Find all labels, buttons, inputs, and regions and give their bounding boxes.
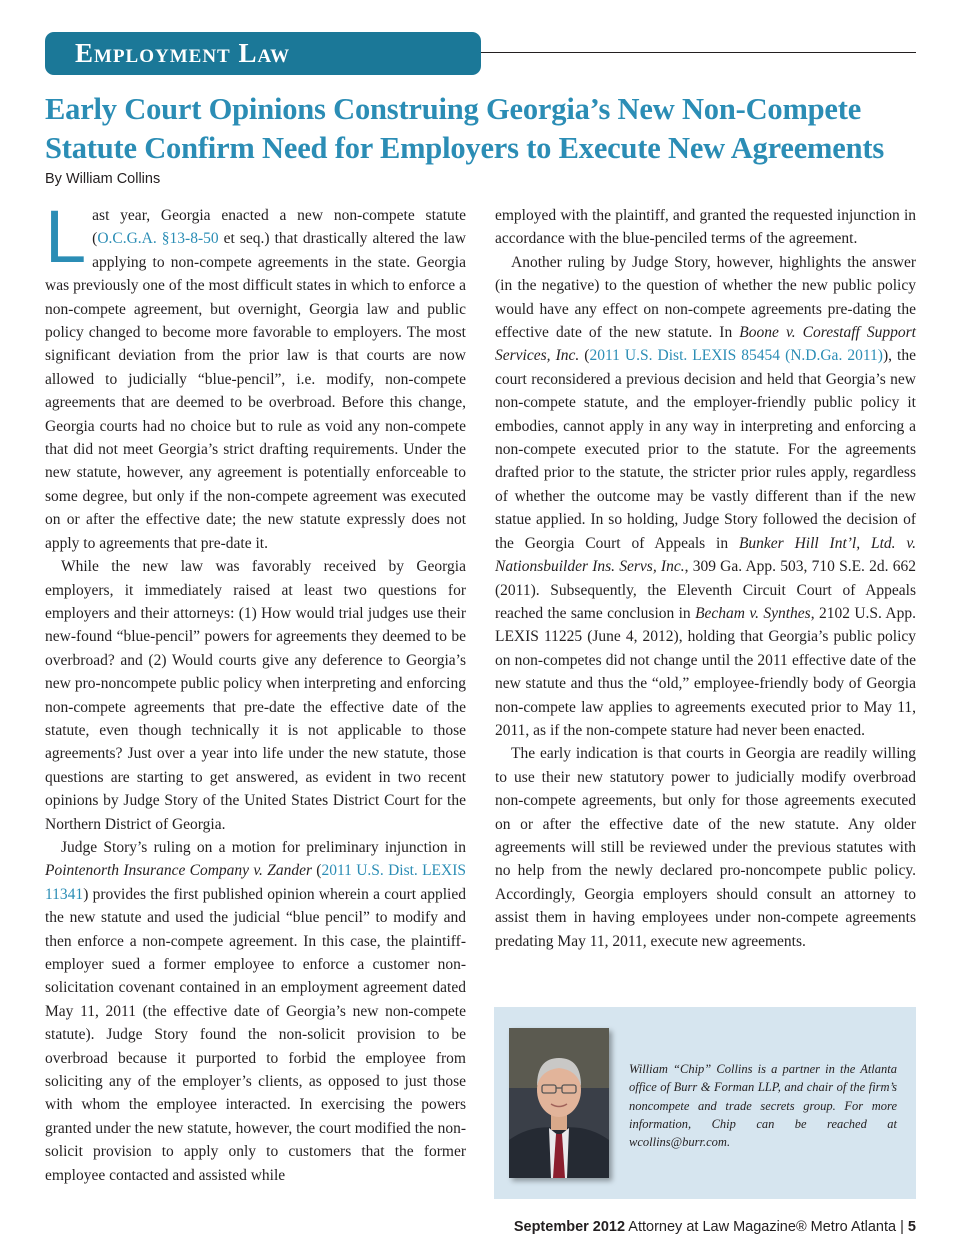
paragraph-1	[45, 195, 466, 555]
case-name-becham: Becham v. Synthes	[695, 604, 811, 622]
paragraph-3	[45, 836, 466, 1187]
paragraph-4	[495, 251, 916, 743]
author-bio-box	[494, 1007, 916, 1199]
author-bio-text: William “Chip” Collins is a partner in the Atlanta office of Burr & Forman LLP, and chair of the firm’s noncompete and trade secrets group. For more information, Chip can be reached at wcollins@burr.com.	[629, 1062, 897, 1150]
author-photo	[509, 1028, 609, 1178]
p3-text-a: Judge Story’s ruling on a motion for preliminary injunction in	[61, 838, 466, 856]
footer-separator: |	[896, 1219, 908, 1235]
p4-text-b: (	[579, 347, 590, 365]
p1-text-a: ast year, Georgia enacted a new non-compete statute (	[92, 207, 466, 248]
p1-text-b: et seq.) that drastically altered the law applying to non-compete agreements in the state. Georgia was previously one of the most difficult states in which to enforce a non-compete agreement, but overnight, Georgia law and public policy changed to become more favorable to employers. The most significant deviation from the prior law is that courts are now allowed to judicially “blue-pencil”, i.e. modify, non-compete agreements that are deemed to be overbroad. Before this change, Georgia courts had no choice but to rule as void any non-compete that did not meet Georgia’s strict drafting requirements. Under the new statute, however, any agreement is potentially enforceable to some degree, but only if the non-compete agreement was executed on or after the effective date; the new statute expressly does not apply to agreements that pre-date it.	[45, 230, 466, 552]
boone-citation-link[interactable]: 2011 U.S. Dist. LEXIS 85454 (N.D.Ga. 2011)	[589, 347, 883, 365]
paragraph-3-continued: employed with the plaintiff, and granted the requested injunction in accordance with the blue-penciled terms of the agreement.	[495, 207, 916, 248]
p3-text-b: (	[312, 862, 322, 880]
page-footer	[514, 1219, 916, 1235]
author-portrait-icon	[509, 1028, 609, 1178]
case-name-boone: Boone v. Corestaff Support Services, Inc.	[495, 324, 916, 365]
left-column	[45, 195, 466, 1187]
statute-citation-link[interactable]: O.C.G.A. §13-8-50	[97, 230, 219, 248]
footer-date: September 2012	[513, 1219, 626, 1235]
paragraph-2: While the new law was favorably received by Georgia employers, it immediately raised at least two questions for employers and their attorneys: (1) How would trial judges use their new-found “blue-pencil” powers for agreements they deemed to be overbroad? and (2) Would courts give any deference to Georgia’s new pro-noncompete public policy when interpreting and enforcing non-compete agreements that pre-date the effective date of the statute, even though technically it is not applicable to those agreements? Just over a year into life under the new statute, those questions are starting to get answered, as evident in two recent opinions by Judge Story of the United States District Court for the Northern District of Georgia.	[45, 558, 466, 833]
right-column	[495, 204, 916, 953]
section-rule	[481, 52, 916, 53]
drop-cap: L	[45, 195, 87, 278]
p4-text-d: , 309 Ga. App. 503, 710 S.E. 2d. 662 (2011). Subsequently, the Eleventh Circuit Court of Appeals reached the same conclusion in	[495, 558, 916, 622]
article-headline: Early Court Opinions Construing Georgia’s New Non-Compete Statute Confirm Need for Employers to Execute New Agreements	[45, 92, 884, 165]
lexis-citation-link[interactable]: 2011 U.S. Dist. LEXIS 11341	[45, 862, 466, 903]
p4-text-e: , 2102 U.S. App. LEXIS 11225 (June 4, 2012), holding that Georgia’s public policy on non-competes did not change until the 2011 effective date of the new statute and thus the “old,” employee-friendly body of Georgia non-compete law applies to agreements executed prior to May 11, 2011, as if the non-compete stature had never been enacted.	[495, 604, 917, 739]
p3-text-c: ) provides the first published opinion wherein a court applied the new statute and used the judicial “blue pencil” to modify and then enforce a non-compete agreement. In this case, the plaintiff-employer sued a former employee to enforce a customer non-solicitation covenant contained in an employment agreement dated May 11, 2011 (the effective date of Georgia’s new non-compete statute). Judge Story found the non-solicit provision to be overbroad because it purported to forbid the employee from soliciting any of the employer’s clients, as opposed to just those with whom the employee interacted. In exercising the powers granted under the new statute, however, the court modified the non-solicit provision to apply only to customers that the former employee contacted and assisted while	[45, 885, 466, 1184]
footer-publication: Attorney at Law Magazine® Metro Atlanta	[625, 1219, 897, 1235]
byline: By William Collins	[45, 171, 161, 187]
page-number: 5	[907, 1219, 916, 1235]
p4-text-c: ), the court reconsidered a previous decision and held that Georgia’s new non-compete statute, and the employer-friendly public policy it embodies, cannot apply in any way in interpreting and enforcing a non-compete executed prior to the statute. For the agreements drafted prior to the statute, the stricter prior rules apply, regardless of whether the outcome may be vastly different than if the new statue applied. In so holding, Judge Story followed the decision of the Georgia Court of Appeals in	[495, 347, 916, 552]
case-name-pointenorth: Pointenorth Insurance Company v. Zander	[45, 862, 313, 880]
p4-text-a: Another ruling by Judge Story, however, highlights the answer (in the negative) to the question of whether the new public policy would have any effect on non-compete agreements pre-dating the effective date of the new statute. In	[495, 253, 916, 342]
paragraph-5: The early indication is that courts in Georgia are readily willing to use their new statutory power to judicially modify overbroad non-compete agreements, but only for those agreements executed on or after the effective date of the new statute. Any older agreements will still be reviewed under the previous statutes with no help from the newly declared pro-noncompete public policy. Accordingly, Georgia employers should consult an attorney to assist them in having employees under non-compete agreements predating May 11, 2011, execute new agreements.	[495, 745, 916, 950]
section-tab: Employment Law	[45, 32, 481, 75]
case-name-bunker-hill: Bunker Hill Int’l, Ltd. v. Nationsbuilder Ins. Servs, Inc.	[495, 534, 916, 576]
